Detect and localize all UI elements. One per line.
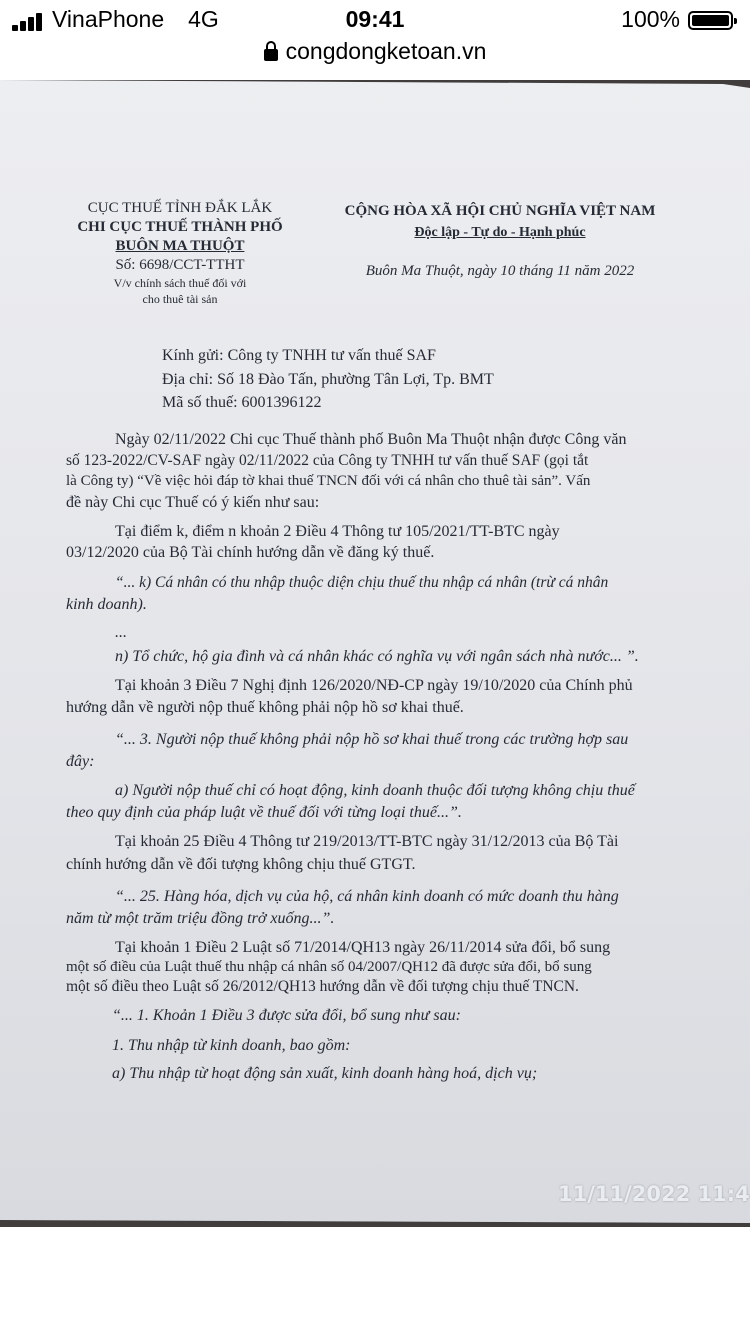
body-line: kinh doanh).	[66, 596, 147, 613]
network-type: 4G	[188, 6, 219, 32]
recipient-to: Kính gửi: Công ty TNHH tư vấn thuế SAF	[162, 347, 436, 364]
national-header	[320, 201, 680, 282]
subject-line-1: V/v chính sách thuế đối với	[113, 276, 247, 290]
body-line: n) Tổ chức, hộ gia đình và cá nhân khác có nghĩa vụ với ngân sách nhà nước... ”.	[115, 648, 639, 665]
body-line: “... k) Cá nhân có thu nhập thuộc diện chịu thuế thu nhập cá nhân (trừ cá nhân	[115, 574, 609, 591]
photo-timestamp: 11/11/2022 11:4	[558, 1182, 750, 1206]
body-line: số 123-2022/CV-SAF ngày 02/11/2022 của Công ty TNHH tư vấn thuế SAF (gọi tắt	[66, 452, 589, 469]
carrier-name: VinaPhone	[52, 6, 165, 32]
body-line: là Công ty) “Về việc hỏi đáp tờ khai thuế TNCN đối với cá nhân cho thuê tài sản”. Vấn	[66, 473, 591, 489]
lock-icon	[264, 49, 278, 61]
body-line: chính hướng dẫn về đối tượng không chịu thuế GTGT.	[66, 856, 416, 873]
national-title: CỘNG HÒA XÃ HỘI CHỦ NGHĨA VIỆT NAM	[344, 203, 656, 219]
battery-icon	[688, 11, 733, 30]
body-line: đây:	[66, 753, 95, 770]
body-line: ...	[115, 624, 127, 641]
body-line: đề này Chi cục Thuế có ý kiến như sau:	[66, 494, 320, 511]
issuer-line-3: BUÔN MA THUỘT	[115, 238, 245, 254]
body-line: một số điều của Luật thuế thu nhập cá nhân số 04/2007/QH12 đã được sửa đổi, bổ sung	[66, 959, 592, 975]
status-bar	[0, 0, 750, 40]
body-line: 03/12/2020 của Bộ Tài chính hướng dẫn về đăng ký thuế.	[66, 544, 435, 561]
issuer-line-2: CHI CỤC THUẾ THÀNH PHỐ	[77, 219, 283, 235]
issuer-header	[60, 199, 300, 307]
body-line: hướng dẫn về người nộp thuế không phải nộp hồ sơ khai thuế.	[66, 699, 464, 716]
body-line: “... 25. Hàng hóa, dịch vụ của hộ, cá nhân kinh doanh có mức doanh thu hàng	[115, 888, 619, 905]
url-text[interactable]: congdongketoan.vn	[285, 38, 487, 64]
issuer-line-1: CỤC THUẾ TỈNH ĐẮK LẮK	[87, 200, 273, 216]
body-line: Tại khoản 1 Điều 2 Luật số 71/2014/QH13 ngày 26/11/2014 sửa đổi, bổ sung	[115, 939, 611, 956]
document-number: Số: 6698/CCT-TTHT	[115, 257, 245, 273]
body-line: Tại điểm k, điểm n khoản 2 Điều 4 Thông tư 105/2021/TT-BTC ngày	[115, 523, 560, 540]
national-motto: Độc lập - Tự do - Hạnh phúc	[414, 225, 586, 240]
body-line: Ngày 02/11/2022 Chi cục Thuế thành phố Buôn Ma Thuột nhận được Công văn	[115, 431, 627, 448]
body-line: năm từ một trăm triệu đồng trở xuống...”.	[66, 910, 335, 927]
document-date: Buôn Ma Thuột, ngày 10 tháng 11 năm 2022	[365, 263, 635, 279]
body-line: một số điều theo Luật số 26/2012/QH13 hướng dẫn về đối tượng chịu thuế TNCN.	[66, 978, 579, 995]
body-line: “... 1. Khoản 1 Điều 3 được sửa đổi, bổ sung như sau:	[112, 1007, 461, 1024]
clock: 09:41	[345, 6, 405, 32]
recipient-address: Địa chỉ: Số 18 Đào Tấn, phường Tân Lợi, Tp. BMT	[162, 371, 494, 388]
body-line: Tại khoản 25 Điều 4 Thông tư 219/2013/TT-BTC ngày 31/12/2013 của Bộ Tài	[115, 833, 619, 850]
body-line: “... 3. Người nộp thuế không phải nộp hồ sơ khai thuế trong các trường hợp sau	[115, 731, 629, 748]
body-line: a) Thu nhập từ hoạt động sản xuất, kinh doanh hàng hoá, dịch vụ;	[112, 1065, 538, 1082]
battery-percentage: 100%	[621, 6, 680, 32]
subject-line-2: cho thuê tài sản	[142, 292, 218, 306]
body-line: Tại khoản 3 Điều 7 Nghị định 126/2020/NĐ-CP ngày 19/10/2020 của Chính phủ	[115, 677, 633, 694]
body-line: a) Người nộp thuế chỉ có hoạt động, kinh doanh thuộc đối tượng không chịu thuế	[115, 782, 635, 799]
address-bar[interactable]	[0, 38, 750, 72]
body-line: 1. Thu nhập từ kinh doanh, bao gồm:	[112, 1037, 351, 1054]
body-line: theo quy định của pháp luật về thuế đối với từng loại thuế...”.	[66, 804, 462, 821]
document-photo	[0, 80, 750, 1227]
recipient-tax-code: Mã số thuế: 6001396122	[162, 394, 322, 411]
